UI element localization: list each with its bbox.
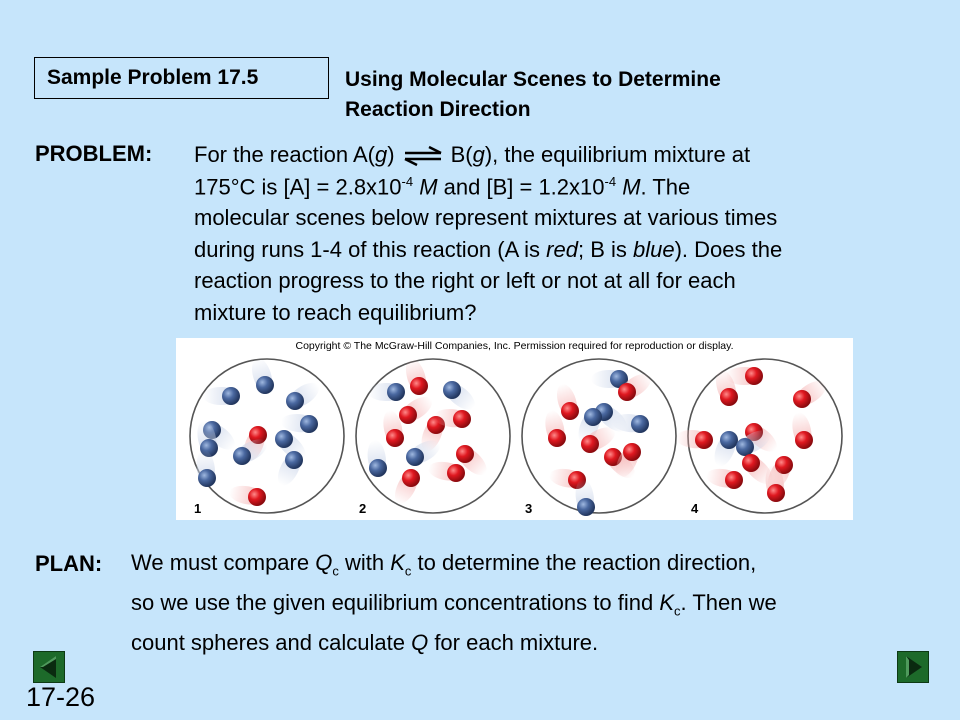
problem-line-6: mixture to reach equilibrium? <box>194 299 477 325</box>
next-slide-button[interactable] <box>897 651 929 683</box>
molecule-a-red <box>548 429 566 447</box>
molecule-a-red <box>456 445 474 463</box>
molecule-b-blue <box>584 408 602 426</box>
scene-3-label: 3 <box>525 501 533 516</box>
previous-slide-button[interactable] <box>33 651 65 683</box>
molecule-a-red <box>402 469 420 487</box>
scene-2-label: 2 <box>359 501 367 516</box>
molecule-a-red <box>618 383 636 401</box>
molecule-b-blue <box>233 447 251 465</box>
molecule-a-red <box>399 406 417 424</box>
copyright-notice: Copyright © The McGraw-Hill Companies, Inc. Permission required for reproduction or display. <box>295 340 734 352</box>
molecule-a-red <box>745 367 763 385</box>
molecule-b-blue <box>285 451 303 469</box>
sample-problem-box <box>34 57 329 99</box>
molecule-a-red <box>695 431 713 449</box>
title-line-1: Using Molecular Scenes to Determine <box>345 68 721 91</box>
molecule-b-blue <box>720 431 738 449</box>
sample-problem-label: Sample Problem 17.5 <box>47 66 259 89</box>
plan-label: PLAN: <box>35 551 103 576</box>
slide-number: 17-26 <box>26 682 96 712</box>
molecular-scenes-figure <box>176 338 853 520</box>
molecule-a-red <box>623 443 641 461</box>
molecule-b-blue <box>369 459 387 477</box>
equilibrium-arrows-icon <box>399 144 447 168</box>
molecule-b-blue <box>577 498 595 516</box>
molecule-b-blue <box>631 415 649 433</box>
problem-line-3: molecular scenes below represent mixtures at various times <box>194 205 778 231</box>
plan-text <box>131 547 931 658</box>
molecule-a-red <box>386 429 404 447</box>
molecule-a-red <box>720 388 738 406</box>
molecule-a-red <box>725 471 743 489</box>
molecule-b-blue <box>256 376 274 394</box>
plan-line-3: count spheres and calculate Q for each mixture. <box>131 629 599 655</box>
molecule-b-blue <box>275 430 293 448</box>
molecule-a-red <box>581 435 599 453</box>
molecule-a-red <box>795 431 813 449</box>
scene-4-label: 4 <box>691 501 699 516</box>
molecule-b-blue <box>300 415 318 433</box>
molecule-b-blue <box>387 383 405 401</box>
molecule-a-red <box>447 464 465 482</box>
molecule-b-blue <box>198 469 216 487</box>
problem-title <box>345 65 905 125</box>
problem-text <box>194 139 924 328</box>
molecule-a-red <box>410 377 428 395</box>
left-triangle-icon <box>34 652 64 682</box>
molecule-a-red <box>248 488 266 506</box>
problem-line-5: reaction progress to the right or left or not at all for each <box>194 268 736 294</box>
plan-line-1: We must compare $Q_c$ with $K_c$ to determine the reaction direction, <box>131 550 757 579</box>
problem-label: PROBLEM: <box>35 141 153 166</box>
molecule-b-blue <box>443 381 461 399</box>
molecule-b-blue <box>406 448 424 466</box>
molecule-b-blue <box>736 438 754 456</box>
problem-line-2: 175°C is $[A] = 2.8x10^{-4}$ M and $[B] = 1.2x10^{-4}$ M. The <box>194 173 691 199</box>
molecule-b-blue <box>222 387 240 405</box>
scene-1-label: 1 <box>194 501 202 516</box>
plan-line-2: so we use the given equilibrium concentrations to find $K_c$. Then we <box>131 589 777 619</box>
title-line-2: Reaction Direction <box>345 98 531 121</box>
molecule-a-red <box>453 410 471 428</box>
molecule-a-red <box>742 454 760 472</box>
molecule-b-blue <box>286 392 304 410</box>
problem-line-1: For the reaction A(g) B(g), the equilibrium mixture at <box>194 142 751 167</box>
molecule-a-red <box>793 390 811 408</box>
right-triangle-icon <box>898 652 928 682</box>
molecule-a-red <box>561 402 579 420</box>
problem-line-4: during runs 1-4 of this reaction (A is red; B is blue). Does the <box>194 236 783 262</box>
molecule-a-red <box>767 484 785 502</box>
scenes-graphic <box>176 338 853 520</box>
